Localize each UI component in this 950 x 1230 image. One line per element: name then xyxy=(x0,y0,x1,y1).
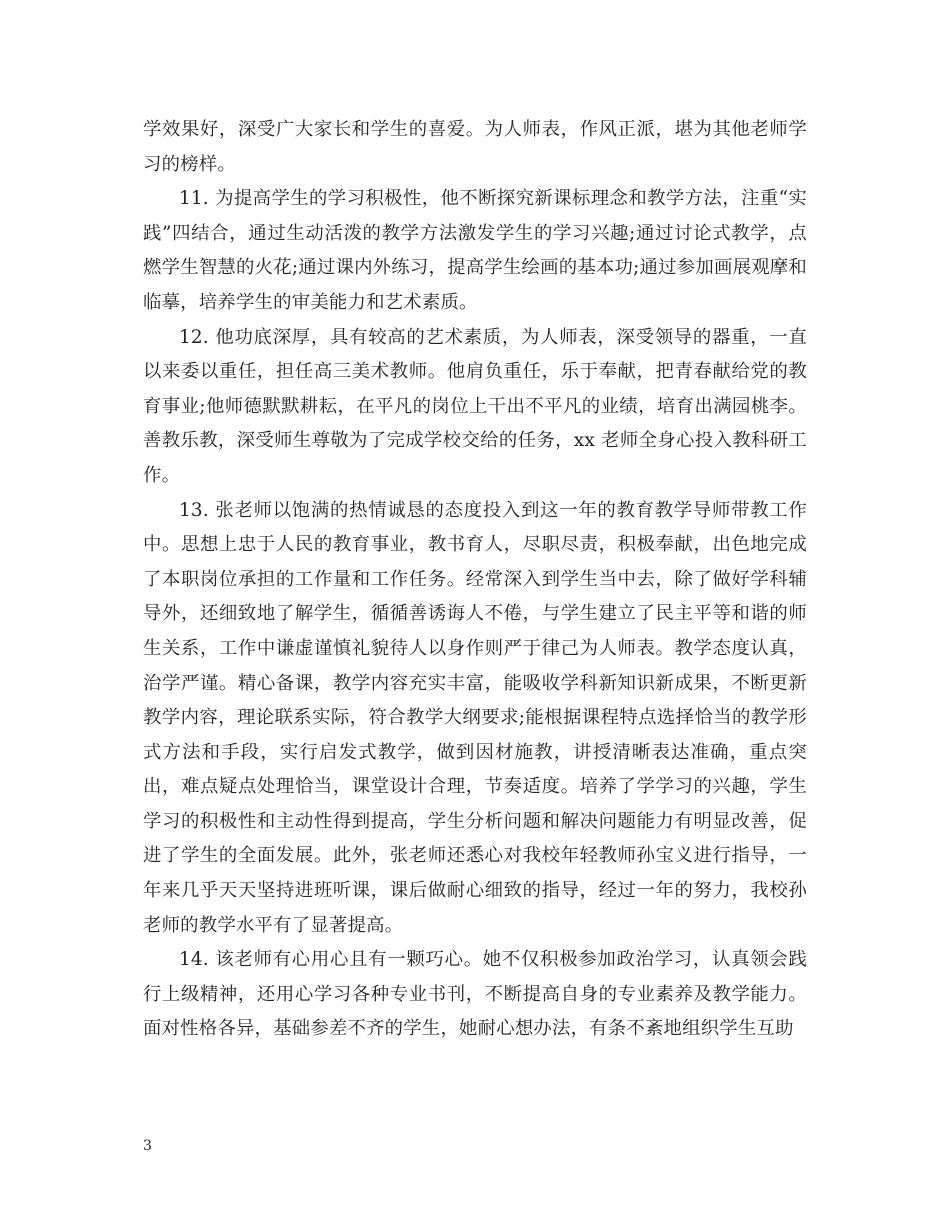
body-text xyxy=(143,113,807,1047)
paragraph-12: 12. 他功底深厚，具有较高的艺术素质，为人师表，深受领导的器重，一直以来委以重任，担任高三美术教师。他肩负重任，乐于奉献，把青春献给党的教育事业;他师德默默耕耘，在平凡的岗位上干出不平凡的业绩，培育出满园桃李。善教乐教，深受师生尊敬为了完成学校交给的任务，xx 老师全身心投入教科研工作。 xyxy=(143,326,807,486)
paragraph-continuation: 学效果好，深受广大家长和学生的喜爱。为人师表，作风正派，堪为其他老师学习的榜样。 xyxy=(143,119,807,175)
paragraph-13: 13. 张老师以饱满的热情诚恳的态度投入到这一年的教育教学导师带教工作中。思想上忠于人民的教育事业，教书育人，尽职尽责，积极奉献，出色地完成了本职岗位承担的工作量和工作任务。经常深入到学生当中去，除了做好学科辅导外，还细致地了解学生，循循善诱诲人不倦，与学生建立了民主平等和谐的师生关系，工作中谦虚谨慎礼貌待人以身作则严于律己为人师表。教学态度认真，治学严谨。精心备课，教学内容充实丰富，能吸收学科新知识新成果，不断更新教学内容，理论联系实际，符合教学大纲要求;能根据课程特点选择恰当的教学形式方法和手段，实行启发式教学，做到因材施教，讲授清晰表达准确，重点突出，难点疑点处理恰当，课堂设计合理，节奏适度。培养了学学习的兴趣，学生学习的积极性和主动性得到提高，学生分析问题和解决问题能力有明显改善，促进了学生的全面发展。此外，张老师还悉心对我校年轻教师孙宝义进行指导，一年来几乎天天坚持进班听课，课后做耐心细致的指导，经过一年的努力，我校孙老师的教学水平有了显著提高。 xyxy=(143,499,807,936)
page-number: 3 xyxy=(143,1138,152,1154)
paragraph-14: 14. 该老师有心用心且有一颗巧心。她不仅积极参加政治学习，认真领会践行上级精神，还用心学习各种专业书刊，不断提高自身的专业素养及教学能力。面对性格各异，基础参差不齐的学生，她耐心想办法，有条不紊地组织学生互助 xyxy=(143,949,807,1040)
paragraph-11: 11. 为提高学生的学习积极性，他不断探究新课标理念和教学方法，注重“实践”四结合，通过生动活泼的教学方法激发学生的学习兴趣;通过讨论式教学，点燃学生智慧的火花;通过课内外练习，提高学生绘画的基本功;通过参加画展观摩和临摹，培养学生的审美能力和艺术素质。 xyxy=(143,188,807,313)
